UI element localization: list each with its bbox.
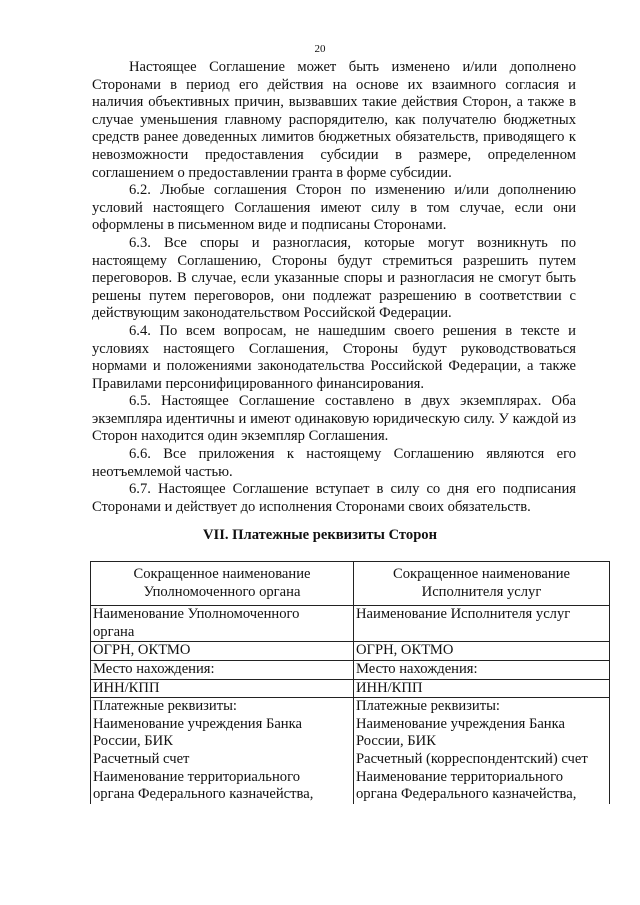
cell-right: Наименование Исполнителя услуг (354, 606, 610, 642)
table-row (91, 642, 610, 661)
table-header-row (91, 562, 610, 606)
cell-left: Место нахождения: (91, 660, 354, 679)
header-authorized-body: Сокращенное наименование Уполномоченного органа (91, 562, 354, 606)
cell-left: ОГРН, ОКТМО (91, 642, 354, 661)
header-service-provider: Сокращенное наименование Исполнителя услуг (354, 562, 610, 606)
table-row (91, 606, 610, 642)
paragraph-6-5: 6.5. Настоящее Соглашение составлено в двух экземплярах. Оба экземпляра идентичны и имеют одинаковую юридическую силу. У каждой из Сторон находится один экземпляр Соглашения. (92, 393, 576, 445)
table-row (91, 660, 610, 679)
cell-right: Платежные реквизиты: Наименование учреждения Банка России, БИК Расчетный (корреспондентский) счет Наименование территориального органа Федерального казначейства, (354, 698, 610, 804)
paragraph-6-1-continuation: Настоящее Соглашение может быть изменено и/или дополнено Сторонами в период его действия на основе их взаимного согласия и наличия объективных причин, вызвавших такие действия Сторон, а также в случае уменьшения главному распорядителю, как получателю бюджетных средств ранее доведенных лимитов бюджетных обязательств, приводящего к невозможности предоставления субсидии в размере, определенном соглашением о предоставлении гранта в форме субсидии. (92, 59, 576, 181)
section-title: VII. Платежные реквизиты Сторон (202, 527, 438, 543)
paragraph-6-2: 6.2. Любые соглашения Сторон по изменению и/или дополнению условий настоящего Соглашения имеют силу в том случае, если они оформлены в письменном виде и подписаны Сторонами. (92, 182, 576, 234)
cell-left: Платежные реквизиты: Наименование учреждения Банка России, БИК Расчетный счет Наименование территориального органа Федерального казначейства, (91, 698, 354, 804)
cell-left: ИНН/КПП (91, 679, 354, 698)
cell-right: ОГРН, ОКТМО (354, 642, 610, 661)
table-row (91, 679, 610, 698)
cell-left: Наименование Уполномоченного органа (91, 606, 354, 642)
paragraph-6-7: 6.7. Настоящее Соглашение вступает в силу со дня его подписания Сторонами и действует до исполнения Сторонами своих обязательств. (92, 481, 576, 515)
paragraph-6-4: 6.4. По всем вопросам, не нашедшим своего решения в тексте и условиях настоящего Соглашения, Стороны будут руководствоваться нормами и положениями законодательства Российской Федерации, а также Правилами персонифицированного финансирования. (92, 322, 576, 392)
cell-right: ИНН/КПП (354, 679, 610, 698)
paragraph-6-6: 6.6. Все приложения к настоящему Соглашению являются его неотъемлемой частью. (92, 446, 576, 480)
cell-right: Место нахождения: (354, 660, 610, 679)
table-row (91, 698, 610, 804)
payment-details-table (90, 561, 610, 804)
paragraph-6-3: 6.3. Все споры и разногласия, которые могут возникнуть по настоящему Соглашению, Стороны будут стремиться разрешить путем переговоров. В случае, если указанные споры и разногласия не смогут быть решены путем переговоров, они подлежат разрешению в соответствии с действующим законодательством Российской Федерации. (92, 234, 576, 322)
agreement-text (92, 59, 576, 516)
page-number: 20 (314, 43, 326, 55)
